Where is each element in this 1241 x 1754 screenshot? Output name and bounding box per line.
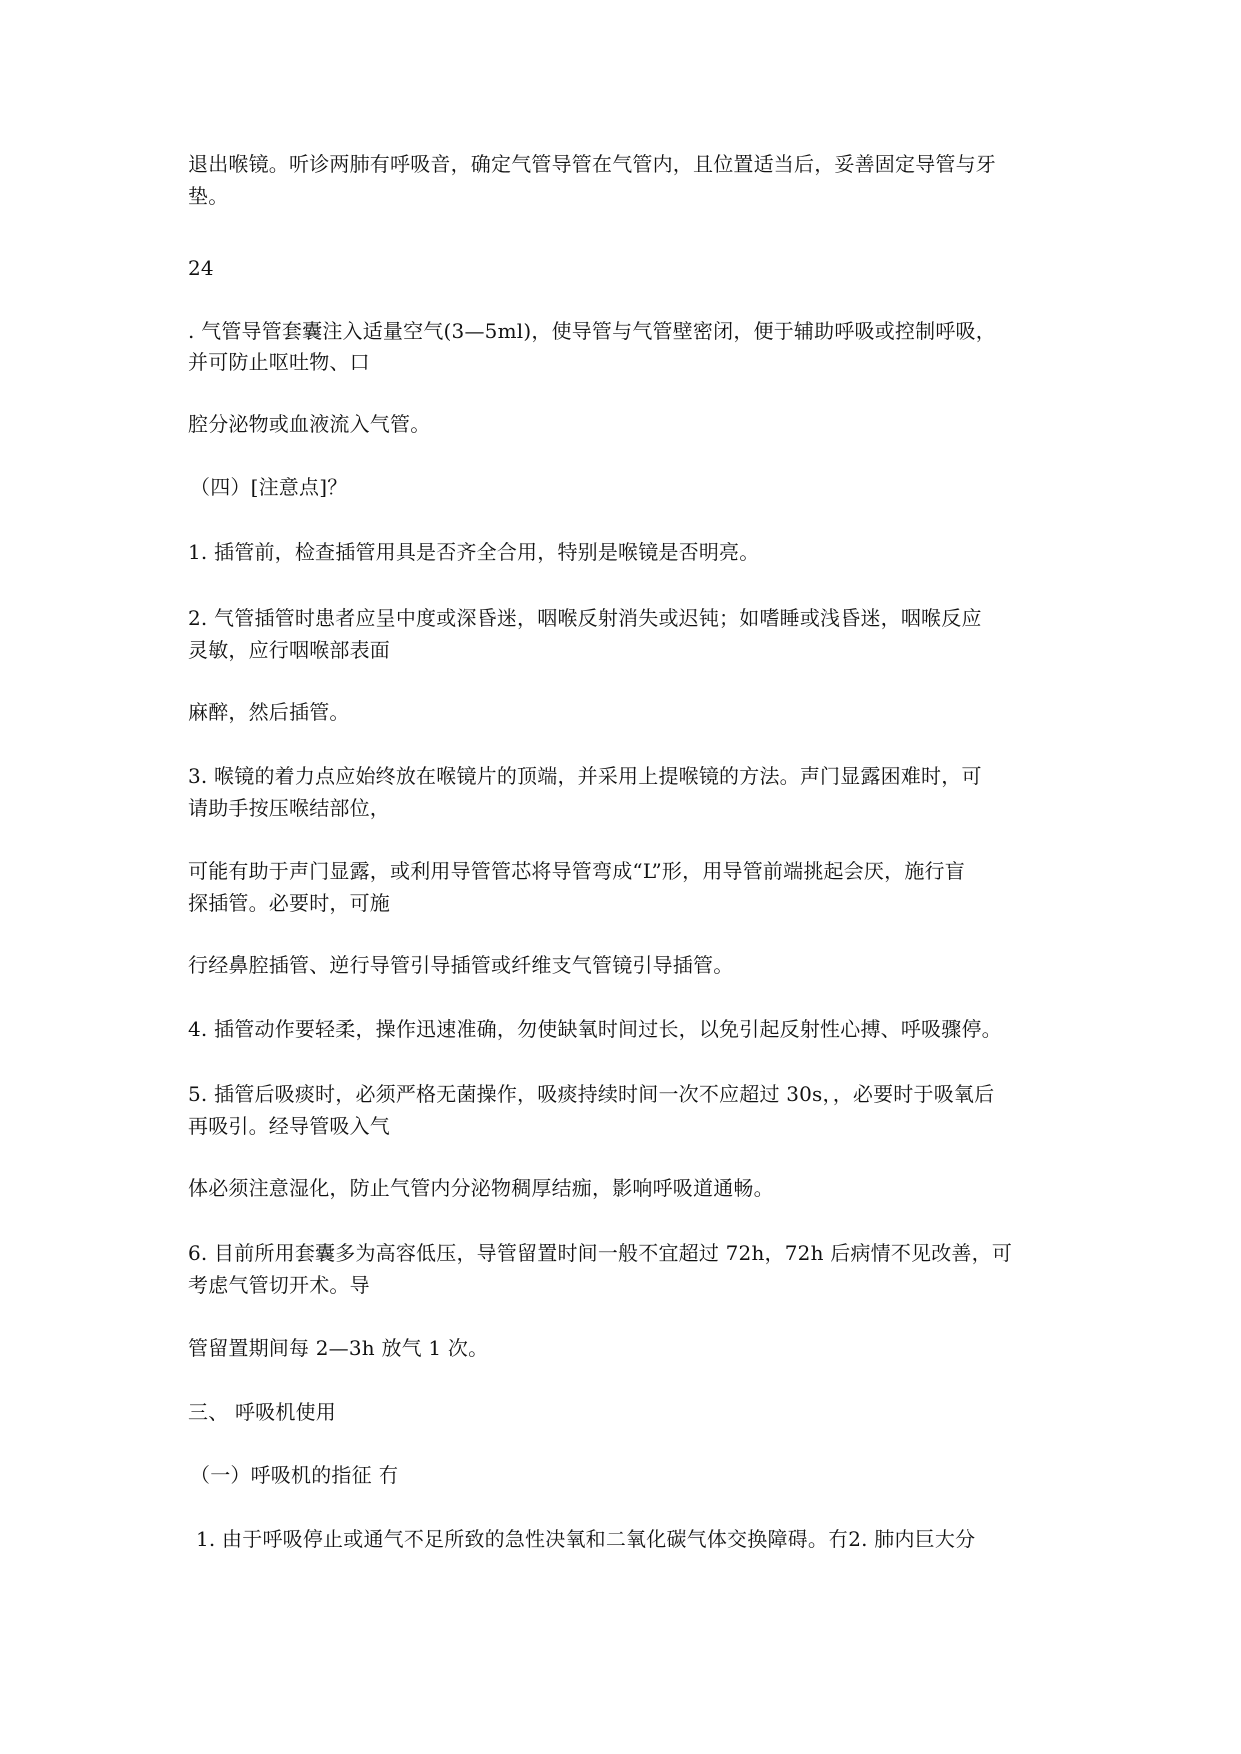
text-line: 行经鼻腔插管、逆行导管引导插管或纤维支气管镜引导插管。: [188, 953, 734, 977]
list-item: 4. 插管动作要轻柔，操作迅速准确，勿使缺氧时间过长，以免引起反射性心搏、呼吸骤停。: [188, 1017, 1002, 1041]
text-line: 探插管。必要时，可施: [188, 891, 390, 915]
text-line: 退出喉镜。听诊两肺有呼吸音，确定气管导管在气管内，且位置适当后，妥善固定导管与牙: [188, 152, 996, 176]
section-heading: 三、 呼吸机使用: [188, 1400, 336, 1424]
text-line: 可能有助于声门显露，或利用导管管芯将导管弯成“L”形，用导管前端挑起会厌，施行盲: [188, 859, 965, 883]
text-line: 腔分泌物或血液流入气管。: [188, 412, 431, 436]
text-line: 并可防止呕吐物、口: [188, 350, 370, 374]
text-line: 再吸引。经导管吸入气: [188, 1114, 390, 1138]
text-line: 请助手按压喉结部位，: [188, 796, 390, 820]
page-number: 24: [188, 256, 214, 280]
text-line: 灵敏，应行咽喉部表面: [188, 638, 390, 662]
text-line: 麻醉，然后插管。: [188, 700, 350, 724]
list-item: 1. 由于呼吸停止或通气不足所致的急性决氧和二氧化碳气体交换障碍。冇2. 肺内巨大分: [196, 1527, 976, 1551]
list-item: 6. 目前所用套囊多为高容低压，导管留置时间一般不宜超过 72h，72h 后病情不见改善，可: [188, 1241, 1013, 1265]
subsection-heading: （一）呼吸机的指征 冇: [190, 1463, 399, 1487]
text-line: 考虑气管切开术。导: [188, 1273, 370, 1297]
section-heading: （四）[注意点]？: [190, 475, 348, 499]
text-line: . 气管导管套囊注入适量空气(3—5ml)，使导管与气管壁密闭，便于辅助呼吸或控制呼吸，: [188, 319, 996, 343]
list-item: 3. 喉镜的着力点应始终放在喉镜片的顶端，并采用上提喉镜的方法。声门显露困难时，可: [188, 764, 982, 788]
list-item: 2. 气管插管时患者应呈中度或深昏迷，咽喉反射消失或迟钝；如嗜睡或浅昏迷，咽喉反应: [188, 606, 982, 630]
list-item: 5. 插管后吸痰时，必须严格无菌操作，吸痰持续时间一次不应超过 30s，，必要时于吸氧后: [188, 1082, 995, 1106]
text-line: 管留置期间每 2—3h 放气 1 次。: [188, 1336, 489, 1360]
text-line: 体必须注意湿化，防止气管内分泌物稠厚结痂，影响呼吸道通畅。: [188, 1176, 774, 1200]
list-item: 1. 插管前，检查插管用具是否齐全合用，特别是喉镜是否明亮。: [188, 540, 760, 564]
text-line: 垫。: [188, 184, 229, 208]
